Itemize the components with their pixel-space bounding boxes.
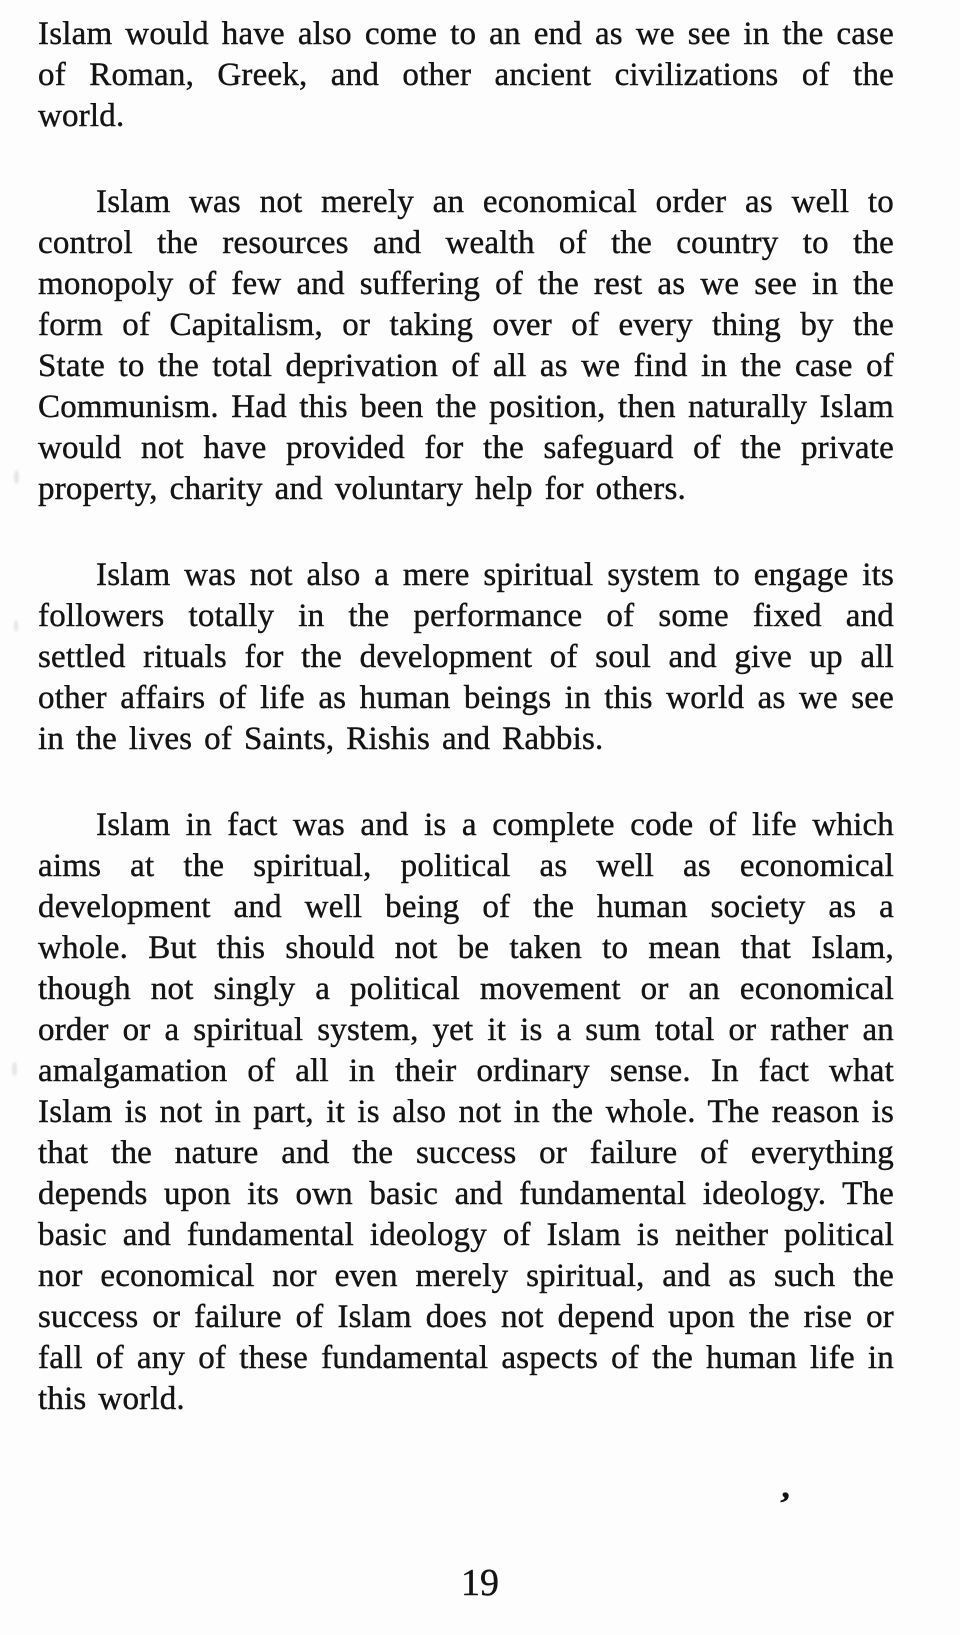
scan-artifact [12,1062,17,1076]
book-page [38,14,894,1465]
stray-ink-mark: ’ [774,1485,793,1524]
scan-artifact [14,470,19,484]
page-number: 19 [461,1562,499,1604]
paragraph-3: Islam was not also a mere spiritual system to engage its followers totally in the performance of some fixed and settled rituals for the development of soul and give up all other affairs of life as human beings in this world as we see in the lives of Saints, Rishis and Rabbis. [38,557,894,757]
paragraph-1: Islam would have also come to an end as we see in the case of Roman, Greek, and other ancient civilizations of the world. [38,16,894,134]
paragraph-4: Islam in fact was and is a complete code of life which aims at the spiritual, political as well as economical development and well being of the human society as a whole. But this should not be taken to mean that Islam, though not singly a political movement or an economical order or a spiritual system, yet it is a sum total or rather an amalgamation of all in their ordinary sense. In fact what Islam is not in part, it is also not in the whole. The reason is that the nature and the success or failure of everything depends upon its own basic and fundamental ideology. The basic and fundamental ideology of Islam is neither political nor economical nor even merely spiritual, and as such the success or failure of Islam does not depend upon the rise or fall of any of these fundamental aspects of the human life in this world. [38,807,894,1417]
paragraph-2: Islam was not merely an economical order as well to control the resources and wealth of the country to the monopoly of few and suffering of the rest as we see in the form of Capitalism, or taking over of every thing by the State to the total deprivation of all as we find in the case of Communism. Had this been the position, then naturally Islam would not have provided for the safeguard of the private property, charity and voluntary help for others. [38,184,894,507]
scan-artifact [14,620,18,632]
